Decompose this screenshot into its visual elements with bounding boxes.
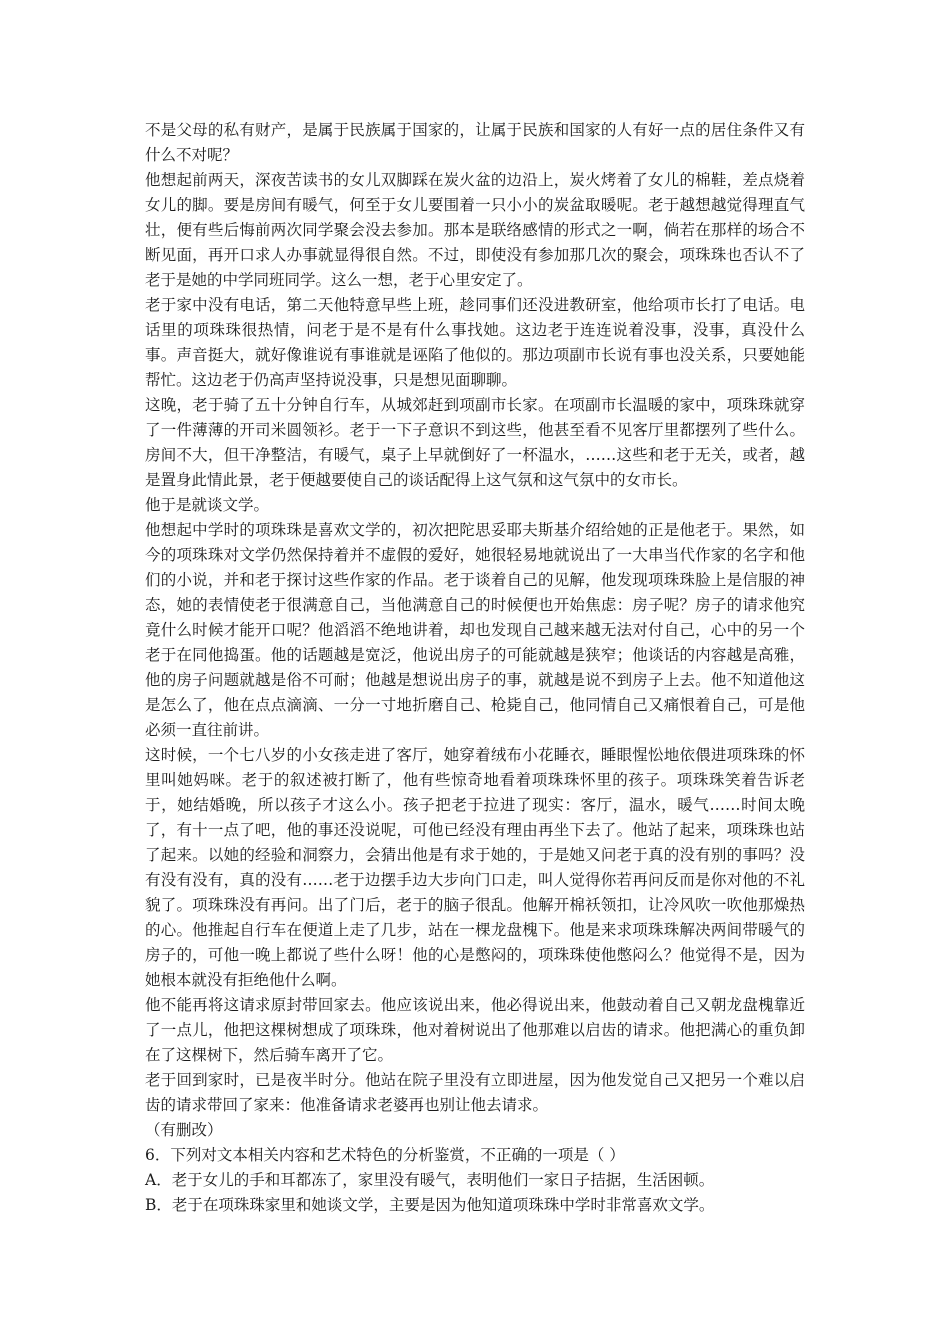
paragraph-7: 这时候，一个七八岁的小女孩走进了客厅，她穿着绒布小花睡衣，睡眼惺忪地依偎进项珠珠的怀里叫她妈咪。老于的叙述被打断了，他有些惊奇地看着项珠珠怀里的孩子。项珠珠笑着告诉老于，她结婚晚，所以孩子才这么小。孩子把老于拉进了现实：客厅，温水，暖气……时间太晚了，有十一点了吧，他的事还没说呢，可他已经没有理由再坐下去了。他站了起来，项珠珠也站了起来。以她的经验和洞察力，会猜出他是有求于她的，于是她又问老于真的没有别的事吗？没有没有没有，真的没有……老于边摆手边大步向门口走，叫人觉得你若再问反而是你对他的不礼貌了。项珠珠没有再问。出了门后，老于的脑子很乱。他解开棉袄领扣，让冷风吹一吹他那燥热的心。他推起自行车在便道上走了几步，站在一棵龙盘槐下。他是来求项珠珠解决两间带暖气的房子的，可他一晚上都说了些什么呀！他的心是憋闷的，项珠珠使他憋闷么？他觉得不是，因为她根本就没有拒绝他什么啊。 <box>145 746 805 989</box>
paragraph-3: 老于家中没有电话，第二天他特意早些上班，趁同事们还没进教研室，他给项市长打了电话。电话里的项珠珠很热情，问老于是不是有什么事找她。这边老于连连说着没事，没事，真没什么事。声音挺大，就好像谁说有事谁就是诬陷了他似的。那边项副市长说有事也没关系，只要她能帮忙。这边老于仍高声坚持说没事，只是想见面聊聊。 <box>145 296 805 389</box>
source-note: （有删改） <box>145 1121 223 1139</box>
paragraph-9: 老于回到家时，已是夜半时分。他站在院子里没有立即进屋，因为他发觉自己又把另一个难以启齿的请求带回了家来：他准备请求老婆再也别让他去请求。 <box>145 1071 805 1114</box>
paragraph-1: 不是父母的私有财产，是属于民族属于国家的，让属于民族和国家的人有好一点的居住条件又有什么不对呢？ <box>145 121 805 164</box>
document-body <box>145 118 805 1218</box>
question-6: 6．下列对文本相关内容和艺术特色的分析鉴赏，不正确的一项是（ ） <box>145 1146 625 1164</box>
option-a: A．老于女儿的手和耳都冻了，家里没有暖气，表明他们一家日子拮据，生活困顿。 <box>145 1171 715 1189</box>
paragraph-6: 他想起中学时的项珠珠是喜欢文学的，初次把陀思妥耶夫斯基介绍给她的正是他老于。果然，如今的项珠珠对文学仍然保持着并不虚假的爱好，她很轻易地就说出了一大串当代作家的名字和他们的小说，并和老于探讨这些作家的作品。老于谈着自己的见解，他发现项珠珠脸上是信服的神态，她的表情使老于很满意自己，当他满意自己的时候便也开始焦虑：房子呢？房子的请求他究竟什么时候才能开口呢？他滔滔不绝地讲着，却也发现自己越来越无法对付自己，心中的另一个老于在同他捣蛋。他的话题越是宽泛，他说出房子的可能就越是狭窄；他谈话的内容越是高雅，他的房子问题就越是俗不可耐；他越是想说出房子的事，就越是说不到房子上去。他不知道他这是怎么了，他在点点滴滴、一分一寸地折磨自己、枪毙自己，他同情自己又痛恨着自己，可是他必须一直往前讲。 <box>145 521 805 739</box>
paragraph-8: 他不能再将这请求原封带回家去。他应该说出来，他必得说出来，他鼓动着自己又朝龙盘槐靠近了一点儿，他把这棵树想成了项珠珠，他对着树说出了他那难以启齿的请求。他把满心的重负卸在了这棵树下，然后骑车离开了它。 <box>145 996 805 1064</box>
paragraph-5: 他于是就谈文学。 <box>145 496 270 514</box>
paragraph-2: 他想起前两天，深夜苦读书的女儿双脚踩在炭火盆的边沿上，炭火烤着了女儿的棉鞋，差点烧着女儿的脚。要是房间有暖气，何至于女儿要围着一只小小的炭盆取暖呢。老于越想越觉得理直气壮，便有些后悔前两次同学聚会没去参加。那本是联络感情的形式之一啊，倘若在那样的场合不断见面，再开口求人办事就显得很自然。不过，即使没有参加那几次的聚会，项珠珠也否认不了老于是她的中学同班同学。这么一想，老于心里安定了。 <box>145 171 805 289</box>
option-b: B．老于在项珠珠家里和她谈文学，主要是因为他知道项珠珠中学时非常喜欢文学。 <box>145 1196 715 1214</box>
paragraph-4: 这晚，老于骑了五十分钟自行车，从城郊赶到项副市长家。在项副市长温暖的家中，项珠珠就穿了一件薄薄的开司米圆领衫。老于一下子意识不到这些，他甚至看不见客厅里都摆列了些什么。房间不大，但干净整洁，有暖气，桌子上早就倒好了一杯温水，……这些和老于无关，或者，越是置身此情此景，老于便越要使自己的谈话配得上这气氛和这气氛中的女市长。 <box>145 396 805 489</box>
